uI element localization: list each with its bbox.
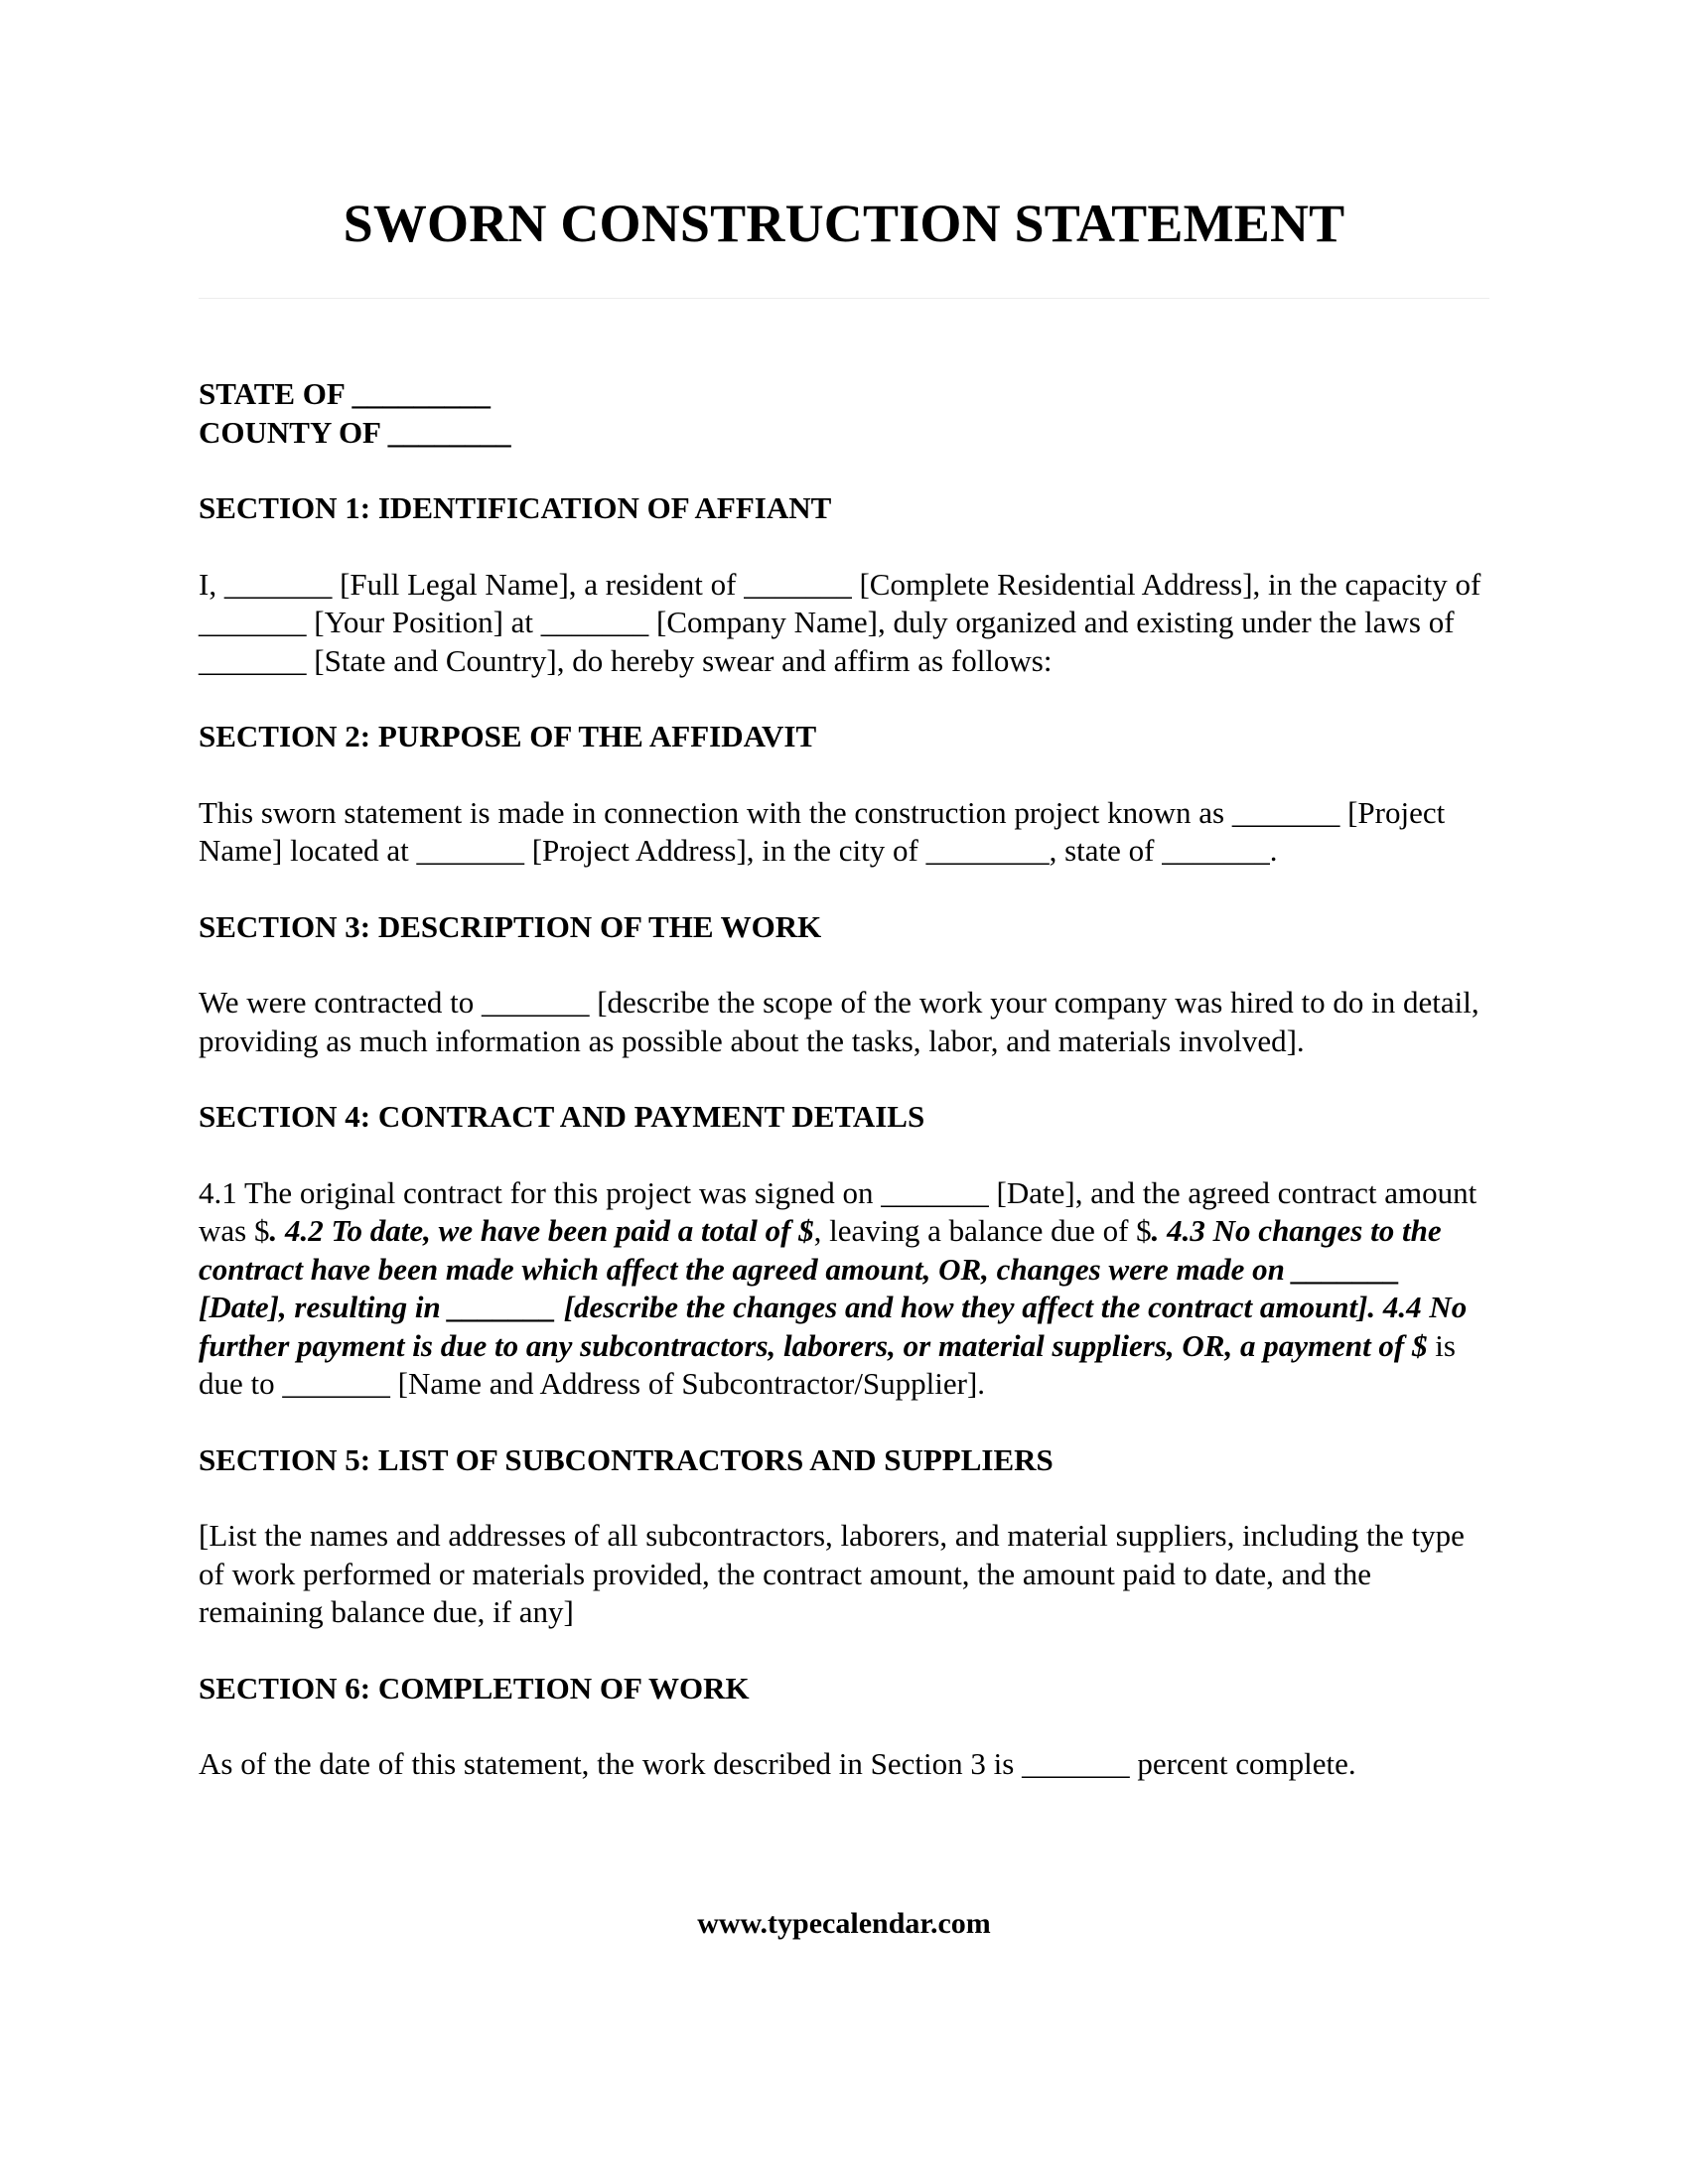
footer-website: www.typecalendar.com (697, 1907, 991, 1940)
section-2-body: This sworn statement is made in connection with the construction project known as _______ [Project Name] located at _______ [Project Address], in the city of ________, state of _______. (199, 794, 1446, 868)
section-3-body: We were contracted to _______ [describe the scope of the work your company was hired to do in detail, providing as much information as possible about the tasks, labor, and materials involved]. (199, 985, 1479, 1058)
section-6-body: As of the date of this statement, the work described in Section 3 is _______ percent complete. (199, 1746, 1356, 1781)
section-2-heading: SECTION 2: PURPOSE OF THE AFFIDAVIT (199, 719, 817, 753)
section-4-text-plain-3: is due to _______ [Name and Address of Subcontractor/Supplier]. (199, 1327, 1456, 1401)
state-line: STATE OF _________ (199, 376, 491, 411)
section-4-text-emphasis-2: . 4.3 No changes to the contract have been made which affect the agreed amount, OR, changes were made on _______ [Date], resulting in _______ [describe the changes and how they affect the contract amount]. 4.4 No further payment is due to any subcontractors, laborers, or material suppliers, OR, a payment of $ (199, 1213, 1468, 1363)
section-4-heading: SECTION 4: CONTRACT AND PAYMENT DETAILS (199, 1099, 925, 1134)
document-title: SWORN CONSTRUCTION STATEMENT (343, 194, 1345, 253)
section-3-heading: SECTION 3: DESCRIPTION OF THE WORK (199, 908, 822, 944)
jurisdiction-block (199, 375, 1494, 452)
section-5-heading: SECTION 5: LIST OF SUBCONTRACTORS AND SUPPLIERS (199, 1441, 1054, 1477)
section-5-body: [List the names and addresses of all subcontractors, laborers, and material suppliers, including the type of work performed or materials provided, the contract amount, the amount paid to date, and the remaining balance due, if any] (199, 1518, 1465, 1629)
section-1-heading: SECTION 1: IDENTIFICATION OF AFFIANT (199, 490, 832, 525)
section-1-body: I, _______ [Full Legal Name], a resident of _______ [Complete Residential Address], in the capacity of _______ [Your Position] at _______ [Company Name], duly organized and existing under the laws of _______ [State and Country], do hereby swear and affirm as follows: (199, 566, 1481, 678)
section-4-body (199, 1174, 1494, 1404)
title-divider (199, 298, 1489, 299)
county-line: COUNTY OF ________ (199, 414, 511, 450)
section-6-heading: SECTION 6: COMPLETION OF WORK (199, 1670, 750, 1706)
section-4-text-emphasis-1: . 4.2 To date, we have been paid a total of $ (269, 1213, 814, 1248)
section-4-text-plain-1: 4.1 The original contract for this project was signed on _______ [Date], and the agreed contract amount was $ (199, 1174, 1477, 1248)
document-body (199, 375, 1494, 1784)
section-4-text-plain-2: , leaving a balance due of $ (813, 1213, 1152, 1248)
